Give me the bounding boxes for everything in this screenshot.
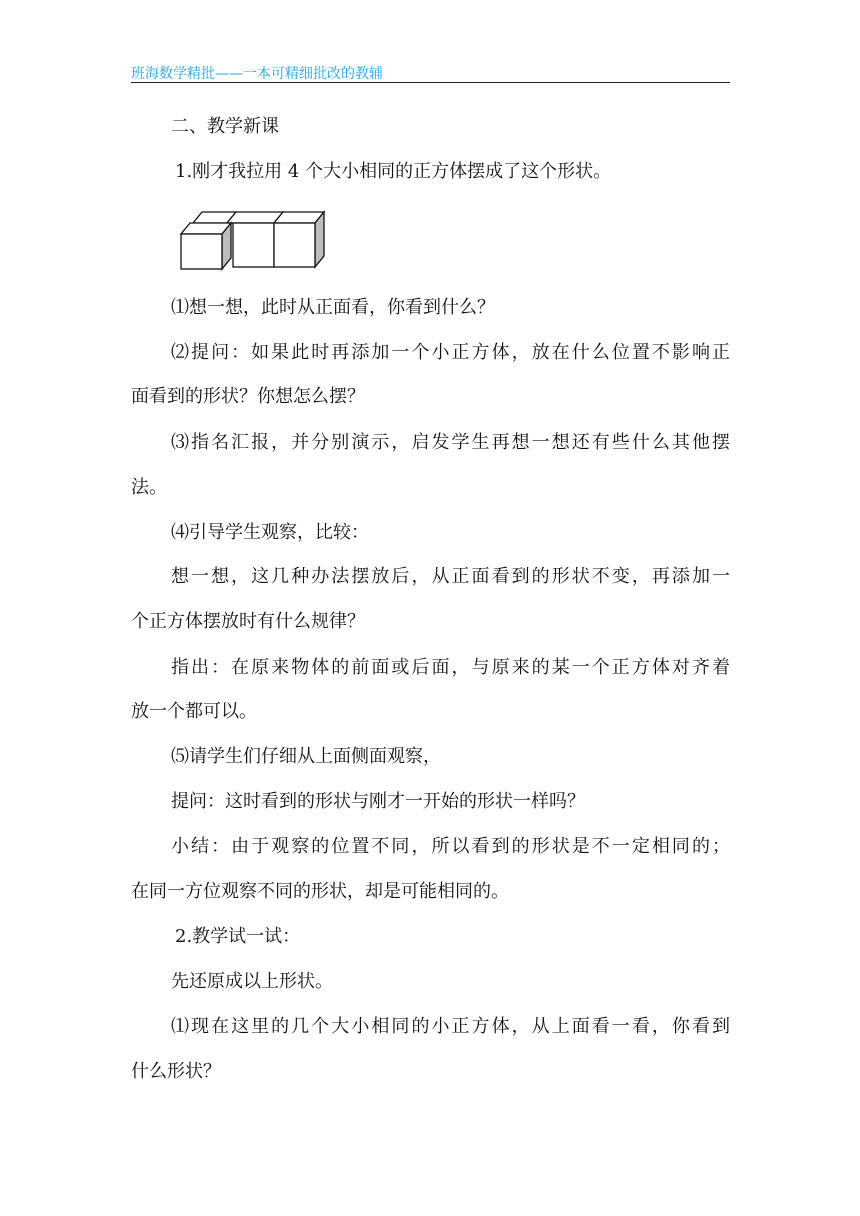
question-6-line-2: 什么形状？ (131, 1061, 221, 1082)
question-2-line-2: 面看到的形状？你想怎么摆？ (131, 386, 365, 407)
question-2-line-1: ⑵提问：如果此时再添加一个小正方体，放在什么位置不影响正 (171, 342, 730, 363)
cube-front-face (274, 223, 315, 267)
cube-arrangement-figure (179, 209, 329, 273)
cube-front-face (233, 223, 274, 267)
point-line-1: 指出：在原来物体的前面或后面，与原来的某一个正方体对齐着 (171, 657, 730, 678)
think-line-2: 个正方体摆放时有什么规律？ (131, 611, 365, 632)
think-line-1: 想一想，这几种办法摆放后，从正面看到的形状不变，再添加一 (171, 566, 730, 587)
paragraph-2: 2.教学试一试： (175, 926, 301, 947)
question-6-line-1: ⑴现在这里的几个大小相同的小正方体，从上面看一看，你看到 (171, 1016, 730, 1037)
paragraph-1: 1.刚才我拉用 4 个大小相同的正方体摆成了这个形状。 (175, 161, 612, 182)
page-header (131, 60, 730, 84)
ask-text: 提问：这时看到的形状与刚才一开始的形状一样吗？ (171, 791, 585, 812)
cube-front-face (181, 234, 222, 269)
question-4: ⑷引导学生观察，比较： (171, 522, 369, 543)
header-text: 班海数学精批——一本可精细批改的教辅 (131, 66, 383, 82)
summary-line-2: 在同一方位观察不同的形状，却是可能相同的。 (131, 881, 509, 902)
question-5: ⑸请学生们仔细从上面侧面观察， (171, 746, 441, 767)
question-3-line-2: 法。 (131, 477, 167, 498)
question-3-line-1: ⑶指名汇报，并分别演示，启发学生再想一想还有些什么其他摆 (171, 432, 730, 453)
point-line-2: 放一个都可以。 (131, 701, 257, 722)
restore-text: 先还原成以上形状。 (171, 971, 333, 992)
summary-line-1: 小结：由于观察的位置不同，所以看到的形状是不一定相同的； (171, 836, 730, 857)
header-rule (131, 82, 730, 83)
section-title: 二、教学新课 (171, 116, 279, 137)
question-1: ⑴想一想，此时从正面看，你看到什么？ (171, 297, 495, 318)
